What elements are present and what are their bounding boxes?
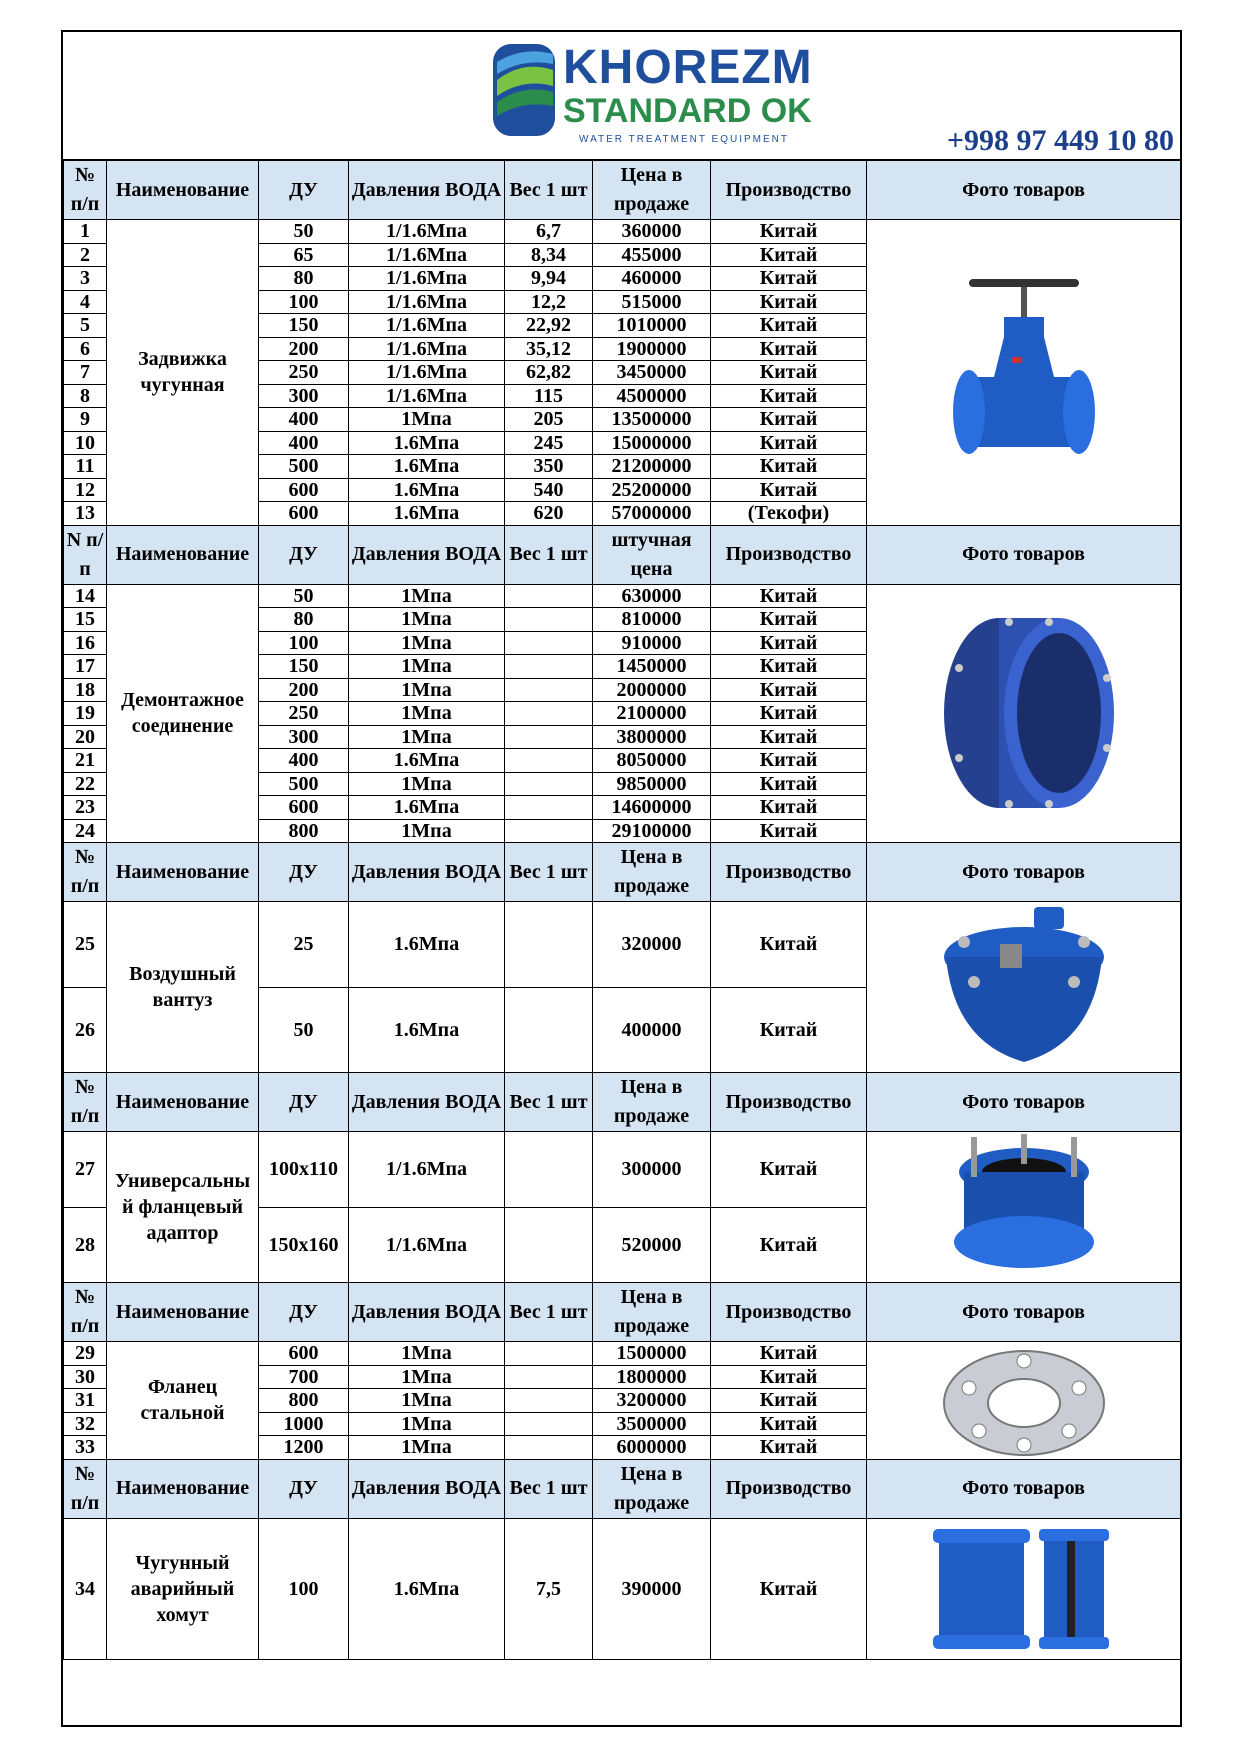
weight-value — [505, 584, 593, 608]
diameter-value: 400 — [259, 749, 349, 773]
origin-value: Китай — [711, 1365, 867, 1389]
gate-valve-icon — [867, 267, 1180, 477]
col-photo-header: Фото товаров — [867, 843, 1181, 902]
table-row — [64, 902, 1181, 988]
product-name: Демонтажное соединение — [107, 584, 259, 843]
col-weight-header: Вес 1 шт — [505, 843, 593, 902]
row-number: 3 — [64, 267, 107, 291]
row-number: 33 — [64, 1436, 107, 1460]
price-value: 57000000 — [593, 502, 711, 526]
diameter-value: 65 — [259, 243, 349, 267]
origin-value: Китай — [711, 749, 867, 773]
origin-value: Китай — [711, 220, 867, 244]
col-du-header: ДУ — [259, 525, 349, 584]
price-value: 460000 — [593, 267, 711, 291]
col-name-header: Наименование — [107, 1283, 259, 1342]
diameter-value: 800 — [259, 1389, 349, 1413]
row-number: 31 — [64, 1389, 107, 1413]
weight-value: 6,7 — [505, 220, 593, 244]
col-name-header: Наименование — [107, 161, 259, 220]
diameter-value: 600 — [259, 1342, 349, 1366]
diameter-value: 150 — [259, 314, 349, 338]
weight-value: 620 — [505, 502, 593, 526]
row-number: 8 — [64, 384, 107, 408]
weight-value: 9,94 — [505, 267, 593, 291]
price-value: 2000000 — [593, 678, 711, 702]
section-header-row — [64, 1459, 1181, 1518]
origin-value: Китай — [711, 1389, 867, 1413]
origin-value: Китай — [711, 584, 867, 608]
air-valve-icon — [867, 902, 1180, 1072]
col-photo-header: Фото товаров — [867, 1459, 1181, 1518]
table-row — [64, 220, 1181, 244]
brand-line-1: KHOREZM — [563, 41, 813, 94]
row-number: 15 — [64, 608, 107, 632]
diameter-value: 100 — [259, 631, 349, 655]
price-value: 1900000 — [593, 337, 711, 361]
origin-value: Китай — [711, 631, 867, 655]
row-number: 4 — [64, 290, 107, 314]
price-value: 1450000 — [593, 655, 711, 679]
diameter-value: 80 — [259, 608, 349, 632]
price-value: 520000 — [593, 1207, 711, 1283]
diameter-value: 200 — [259, 678, 349, 702]
pressure-value: 1Мпа — [349, 702, 505, 726]
price-value: 910000 — [593, 631, 711, 655]
pressure-value: 1/1.6Мпа — [349, 220, 505, 244]
weight-value: 62,82 — [505, 361, 593, 385]
price-value: 13500000 — [593, 408, 711, 432]
price-value: 3800000 — [593, 725, 711, 749]
weight-value — [505, 1389, 593, 1413]
row-number: 19 — [64, 702, 107, 726]
row-number: 32 — [64, 1412, 107, 1436]
col-photo-header: Фото товаров — [867, 525, 1181, 584]
weight-value: 115 — [505, 384, 593, 408]
diameter-value: 100x110 — [259, 1132, 349, 1208]
col-origin-header: Производство — [711, 843, 867, 902]
price-value: 29100000 — [593, 819, 711, 843]
col-pressure-header: Давления ВОДА — [349, 843, 505, 902]
col-du-header: ДУ — [259, 1283, 349, 1342]
price-value: 25200000 — [593, 478, 711, 502]
col-price-header: Цена в продаже — [593, 843, 711, 902]
col-origin-header: Производство — [711, 161, 867, 220]
pressure-value: 1Мпа — [349, 608, 505, 632]
section-header-row — [64, 1283, 1181, 1342]
brand-tagline: WATER TREATMENT EQUIPMENT — [579, 134, 790, 145]
origin-value: Китай — [711, 1518, 867, 1659]
col-pressure-header: Давления ВОДА — [349, 1283, 505, 1342]
col-du-header: ДУ — [259, 1459, 349, 1518]
price-value: 9850000 — [593, 772, 711, 796]
row-number: 11 — [64, 455, 107, 479]
col-photo-header: Фото товаров — [867, 1283, 1181, 1342]
pressure-value: 1/1.6Мпа — [349, 290, 505, 314]
pressure-value: 1Мпа — [349, 408, 505, 432]
product-photo — [867, 220, 1181, 526]
section-header-row — [64, 843, 1181, 902]
company-logo — [493, 40, 823, 150]
weight-value — [505, 749, 593, 773]
row-number: 30 — [64, 1365, 107, 1389]
col-number-header: N п/п — [64, 525, 107, 584]
diameter-value: 25 — [259, 902, 349, 988]
pressure-value: 1Мпа — [349, 631, 505, 655]
price-value: 8050000 — [593, 749, 711, 773]
col-name-header: Наименование — [107, 1459, 259, 1518]
weight-value — [505, 631, 593, 655]
diameter-value: 300 — [259, 384, 349, 408]
pressure-value: 1/1.6Мпа — [349, 361, 505, 385]
pressure-value: 1.6Мпа — [349, 749, 505, 773]
pressure-value: 1Мпа — [349, 1412, 505, 1436]
row-number: 2 — [64, 243, 107, 267]
row-number: 5 — [64, 314, 107, 338]
diameter-value: 600 — [259, 478, 349, 502]
row-number: 10 — [64, 431, 107, 455]
weight-value — [505, 987, 593, 1073]
pressure-value: 1Мпа — [349, 1365, 505, 1389]
col-weight-header: Вес 1 шт — [505, 161, 593, 220]
pressure-value: 1/1.6Мпа — [349, 384, 505, 408]
price-value: 1500000 — [593, 1342, 711, 1366]
origin-value: Китай — [711, 267, 867, 291]
phone-number[interactable]: +998 97 449 10 80 — [946, 124, 1174, 157]
brand-line-2: STANDARD OK — [563, 92, 812, 130]
col-number-header: № п/п — [64, 1459, 107, 1518]
price-value: 300000 — [593, 1132, 711, 1208]
pressure-value: 1.6Мпа — [349, 987, 505, 1073]
price-value: 360000 — [593, 220, 711, 244]
col-pressure-header: Давления ВОДА — [349, 1073, 505, 1132]
row-number: 1 — [64, 220, 107, 244]
weight-value — [505, 725, 593, 749]
row-number: 6 — [64, 337, 107, 361]
product-photo — [867, 1132, 1181, 1283]
col-weight-header: Вес 1 шт — [505, 1459, 593, 1518]
flange-adaptor-icon — [867, 1132, 1180, 1282]
pressure-value: 1Мпа — [349, 584, 505, 608]
repair-clamp-icon — [867, 1519, 1180, 1659]
col-price-header: Цена в продаже — [593, 1459, 711, 1518]
price-value: 21200000 — [593, 455, 711, 479]
diameter-value: 80 — [259, 267, 349, 291]
col-pressure-header: Давления ВОДА — [349, 525, 505, 584]
col-weight-header: Вес 1 шт — [505, 1283, 593, 1342]
col-origin-header: Производство — [711, 1283, 867, 1342]
row-number: 29 — [64, 1342, 107, 1366]
weight-value: 7,5 — [505, 1518, 593, 1659]
col-price-header: Цена в продаже — [593, 1283, 711, 1342]
pressure-value: 1Мпа — [349, 655, 505, 679]
row-number: 14 — [64, 584, 107, 608]
origin-value: Китай — [711, 796, 867, 820]
pressure-value: 1/1.6Мпа — [349, 1132, 505, 1208]
product-photo — [867, 1518, 1181, 1659]
origin-value: Китай — [711, 1436, 867, 1460]
row-number: 23 — [64, 796, 107, 820]
col-pressure-header: Давления ВОДА — [349, 161, 505, 220]
section-header-row — [64, 161, 1181, 220]
product-name: Чугунный аварийный хомут — [107, 1518, 259, 1659]
diameter-value: 200 — [259, 337, 349, 361]
col-du-header: ДУ — [259, 1073, 349, 1132]
price-value: 400000 — [593, 987, 711, 1073]
pressure-value: 1/1.6Мпа — [349, 337, 505, 361]
origin-value: Китай — [711, 290, 867, 314]
origin-value: (Текофи) — [711, 502, 867, 526]
diameter-value: 250 — [259, 702, 349, 726]
origin-value: Китай — [711, 725, 867, 749]
origin-value: Китай — [711, 819, 867, 843]
col-name-header: Наименование — [107, 525, 259, 584]
origin-value: Китай — [711, 902, 867, 988]
diameter-value: 1000 — [259, 1412, 349, 1436]
weight-value: 205 — [505, 408, 593, 432]
pressure-value: 1/1.6Мпа — [349, 243, 505, 267]
row-number: 12 — [64, 478, 107, 502]
weight-value — [505, 678, 593, 702]
origin-value: Китай — [711, 1132, 867, 1208]
origin-value: Китай — [711, 243, 867, 267]
origin-value: Китай — [711, 608, 867, 632]
col-pressure-header: Давления ВОДА — [349, 1459, 505, 1518]
origin-value: Китай — [711, 478, 867, 502]
diameter-value: 400 — [259, 431, 349, 455]
diameter-value: 600 — [259, 796, 349, 820]
diameter-value: 1200 — [259, 1436, 349, 1460]
diameter-value: 50 — [259, 220, 349, 244]
col-number-header: № п/п — [64, 843, 107, 902]
origin-value: Китай — [711, 455, 867, 479]
price-value: 14600000 — [593, 796, 711, 820]
table-row — [64, 1132, 1181, 1208]
origin-value: Китай — [711, 655, 867, 679]
weight-value: 8,34 — [505, 243, 593, 267]
price-value: 3200000 — [593, 1389, 711, 1413]
pressure-value: 1Мпа — [349, 772, 505, 796]
origin-value: Китай — [711, 431, 867, 455]
origin-value: Китай — [711, 987, 867, 1073]
price-value: 1800000 — [593, 1365, 711, 1389]
row-number: 27 — [64, 1132, 107, 1208]
logo-mark-icon — [493, 40, 557, 140]
diameter-value: 300 — [259, 725, 349, 749]
origin-value: Китай — [711, 314, 867, 338]
dismantling-joint-icon — [867, 608, 1180, 818]
pressure-value: 1.6Мпа — [349, 1518, 505, 1659]
col-weight-header: Вес 1 шт — [505, 525, 593, 584]
price-value: 390000 — [593, 1518, 711, 1659]
price-value: 3500000 — [593, 1412, 711, 1436]
diameter-value: 250 — [259, 361, 349, 385]
product-photo — [867, 584, 1181, 843]
pressure-value: 1.6Мпа — [349, 502, 505, 526]
origin-value: Китай — [711, 678, 867, 702]
weight-value — [505, 1207, 593, 1283]
weight-value — [505, 655, 593, 679]
origin-value: Китай — [711, 337, 867, 361]
diameter-value: 400 — [259, 408, 349, 432]
weight-value — [505, 1365, 593, 1389]
price-value: 320000 — [593, 902, 711, 988]
origin-value: Китай — [711, 361, 867, 385]
weight-value — [505, 608, 593, 632]
price-sheet — [61, 30, 1182, 1727]
origin-value: Китай — [711, 702, 867, 726]
pressure-value: 1.6Мпа — [349, 478, 505, 502]
weight-value — [505, 772, 593, 796]
price-value: 455000 — [593, 243, 711, 267]
row-number: 16 — [64, 631, 107, 655]
pressure-value: 1Мпа — [349, 1389, 505, 1413]
diameter-value: 700 — [259, 1365, 349, 1389]
section-header-row — [64, 1073, 1181, 1132]
price-value: 630000 — [593, 584, 711, 608]
product-name: Фланец стальной — [107, 1342, 259, 1460]
pressure-value: 1/1.6Мпа — [349, 267, 505, 291]
origin-value: Китай — [711, 1412, 867, 1436]
diameter-value: 100 — [259, 290, 349, 314]
pressure-value: 1/1.6Мпа — [349, 314, 505, 338]
row-number: 13 — [64, 502, 107, 526]
price-value: 810000 — [593, 608, 711, 632]
weight-value — [505, 796, 593, 820]
product-photo — [867, 902, 1181, 1073]
col-du-header: ДУ — [259, 843, 349, 902]
col-weight-header: Вес 1 шт — [505, 1073, 593, 1132]
diameter-value: 150x160 — [259, 1207, 349, 1283]
row-number: 24 — [64, 819, 107, 843]
col-origin-header: Производство — [711, 1459, 867, 1518]
page-header — [63, 32, 1180, 160]
weight-value: 245 — [505, 431, 593, 455]
weight-value: 22,92 — [505, 314, 593, 338]
diameter-value: 100 — [259, 1518, 349, 1659]
table-row — [64, 1518, 1181, 1659]
row-number: 28 — [64, 1207, 107, 1283]
col-number-header: № п/п — [64, 1283, 107, 1342]
weight-value — [505, 902, 593, 988]
weight-value — [505, 819, 593, 843]
row-number: 22 — [64, 772, 107, 796]
pressure-value: 1Мпа — [349, 678, 505, 702]
row-number: 17 — [64, 655, 107, 679]
weight-value: 35,12 — [505, 337, 593, 361]
diameter-value: 500 — [259, 455, 349, 479]
col-photo-header: Фото товаров — [867, 1073, 1181, 1132]
weight-value: 540 — [505, 478, 593, 502]
col-origin-header: Производство — [711, 525, 867, 584]
weight-value — [505, 1132, 593, 1208]
origin-value: Китай — [711, 1342, 867, 1366]
product-name: Задвижка чугунная — [107, 220, 259, 526]
steel-flange-icon — [867, 1343, 1180, 1458]
pressure-value: 1Мпа — [349, 1342, 505, 1366]
weight-value — [505, 1342, 593, 1366]
weight-value: 12,2 — [505, 290, 593, 314]
table-row — [64, 584, 1181, 608]
col-name-header: Наименование — [107, 843, 259, 902]
price-table — [63, 160, 1181, 1660]
col-origin-header: Производство — [711, 1073, 867, 1132]
price-value: 2100000 — [593, 702, 711, 726]
col-du-header: ДУ — [259, 161, 349, 220]
pressure-value: 1.6Мпа — [349, 902, 505, 988]
weight-value — [505, 1412, 593, 1436]
origin-value: Китай — [711, 1207, 867, 1283]
row-number: 9 — [64, 408, 107, 432]
pressure-value: 1.6Мпа — [349, 796, 505, 820]
col-number-header: № п/п — [64, 161, 107, 220]
row-number: 25 — [64, 902, 107, 988]
price-value: 6000000 — [593, 1436, 711, 1460]
col-price-header: Цена в продаже — [593, 1073, 711, 1132]
origin-value: Китай — [711, 408, 867, 432]
diameter-value: 150 — [259, 655, 349, 679]
origin-value: Китай — [711, 384, 867, 408]
pressure-value: 1Мпа — [349, 819, 505, 843]
table-row — [64, 1342, 1181, 1366]
pressure-value: 1Мпа — [349, 725, 505, 749]
weight-value: 350 — [505, 455, 593, 479]
weight-value — [505, 702, 593, 726]
price-value: 3450000 — [593, 361, 711, 385]
col-photo-header: Фото товаров — [867, 161, 1181, 220]
weight-value — [505, 1436, 593, 1460]
row-number: 21 — [64, 749, 107, 773]
pressure-value: 1/1.6Мпа — [349, 1207, 505, 1283]
row-number: 34 — [64, 1518, 107, 1659]
pressure-value: 1.6Мпа — [349, 431, 505, 455]
col-price-header: Цена в продаже — [593, 161, 711, 220]
col-name-header: Наименование — [107, 1073, 259, 1132]
product-photo — [867, 1342, 1181, 1460]
product-name: Воздушный вантуз — [107, 902, 259, 1073]
price-value: 15000000 — [593, 431, 711, 455]
product-name: Универсальны й фланцевый адаптор — [107, 1132, 259, 1283]
col-price-header: штучная цена — [593, 525, 711, 584]
origin-value: Китай — [711, 772, 867, 796]
pressure-value: 1Мпа — [349, 1436, 505, 1460]
row-number: 26 — [64, 987, 107, 1073]
row-number: 7 — [64, 361, 107, 385]
diameter-value: 500 — [259, 772, 349, 796]
row-number: 18 — [64, 678, 107, 702]
diameter-value: 50 — [259, 584, 349, 608]
price-value: 515000 — [593, 290, 711, 314]
section-header-row — [64, 525, 1181, 584]
diameter-value: 50 — [259, 987, 349, 1073]
row-number: 20 — [64, 725, 107, 749]
price-value: 1010000 — [593, 314, 711, 338]
diameter-value: 800 — [259, 819, 349, 843]
col-number-header: № п/п — [64, 1073, 107, 1132]
price-value: 4500000 — [593, 384, 711, 408]
pressure-value: 1.6Мпа — [349, 455, 505, 479]
diameter-value: 600 — [259, 502, 349, 526]
